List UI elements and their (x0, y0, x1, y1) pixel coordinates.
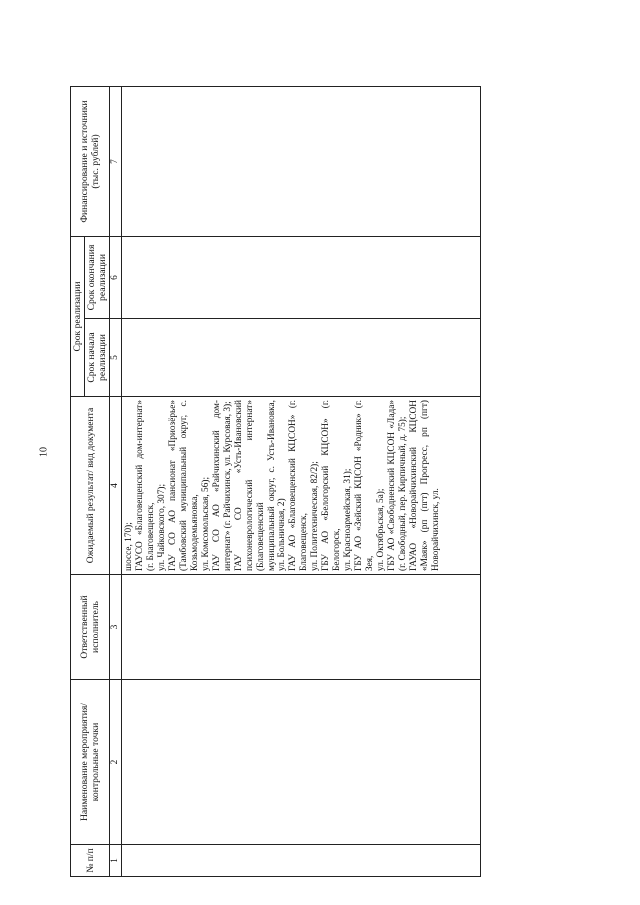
cell-expected-result (121, 397, 480, 575)
cell-activity-name (121, 680, 480, 845)
result-line: ул. Комсомольская, 56); (200, 476, 211, 571)
column-number-1: 1 (110, 845, 122, 877)
column-number-5: 5 (110, 319, 122, 397)
column-number-2: 2 (110, 680, 122, 845)
rotated-table-container (70, 87, 570, 877)
result-line: ГАУСО «Благовещенский дом-интернат» (г. Благовещенск, (134, 400, 156, 571)
result-line: ГБУ АО «Зейский КЦСОН «Родник» (г. Зея, (354, 400, 376, 571)
header-end-term: Срок окончания реализации (85, 236, 110, 318)
result-line: ГАУ СО АО пансионат «Приозёрье» (Тамбовский муниципальный округ, с. Козьмодемьяновка, (167, 400, 200, 571)
header-financing: Финансирование и источники (тыс. рублей) (71, 86, 110, 236)
result-line: ГАУ СО АО «Райчихинский дом-интернат» (г. Райчихинск, ул. Курсовая, 3); (211, 400, 233, 571)
cell-number (121, 845, 480, 877)
result-line: ГАУ СО «Усть-Ивановский психоневрологический интернат» (Благовещенский (233, 400, 266, 571)
cell-responsible (121, 575, 480, 680)
header-expected-result: Ожидаемый результат/ вид документа (71, 397, 110, 575)
page-number: 10 (38, 447, 50, 457)
result-line: ул. Октябрьская, 5а); (376, 488, 387, 571)
table-row (121, 86, 480, 876)
cell-start-term (121, 319, 480, 397)
result-line: ГАУ АО «Благовещенский КЦСОН» (г. Благовещенск, (288, 400, 310, 571)
column-number-4: 4 (110, 397, 122, 575)
header-term-group: Срок реализации (71, 236, 85, 396)
cell-end-term (121, 236, 480, 318)
result-line: ул. Политехническая, 82/2); (310, 461, 321, 571)
header-number: № п/п (71, 845, 110, 877)
result-line: ГБУ АО «Белогорский КЦСОН» (г. Белогорск, (321, 400, 343, 571)
result-line: ул. Красноармейская, 31); (343, 468, 354, 571)
header-activity-name: Наименование мероприятия/ контрольные точки (71, 680, 110, 845)
result-line: муниципальный округ, с. Усть-Ивановка, ул. Больничная, 2) (266, 400, 288, 571)
result-line: шоссе, 170); (123, 522, 134, 571)
column-number-3: 3 (110, 575, 122, 680)
header-start-term: Срок начала реализации (85, 319, 110, 397)
header-responsible: Ответственный исполнитель (71, 575, 110, 680)
column-number-7: 7 (110, 86, 122, 236)
result-line: ГБУ АО «Свободненский КЦСОН «Лада» (г. Свободный, пер. Кирпичный, д. 75); (387, 400, 409, 571)
activities-table (70, 86, 481, 877)
result-line: ГАУАО «Новорайчихинский КЦСОН «Маяк» (рп (пгт) Прогресс, рп (пгт) Новорайчихинск, ул. (409, 400, 442, 571)
column-number-6: 6 (110, 236, 122, 318)
cell-financing (121, 86, 480, 236)
result-line: ул. Чайковского, 307); (156, 483, 167, 571)
